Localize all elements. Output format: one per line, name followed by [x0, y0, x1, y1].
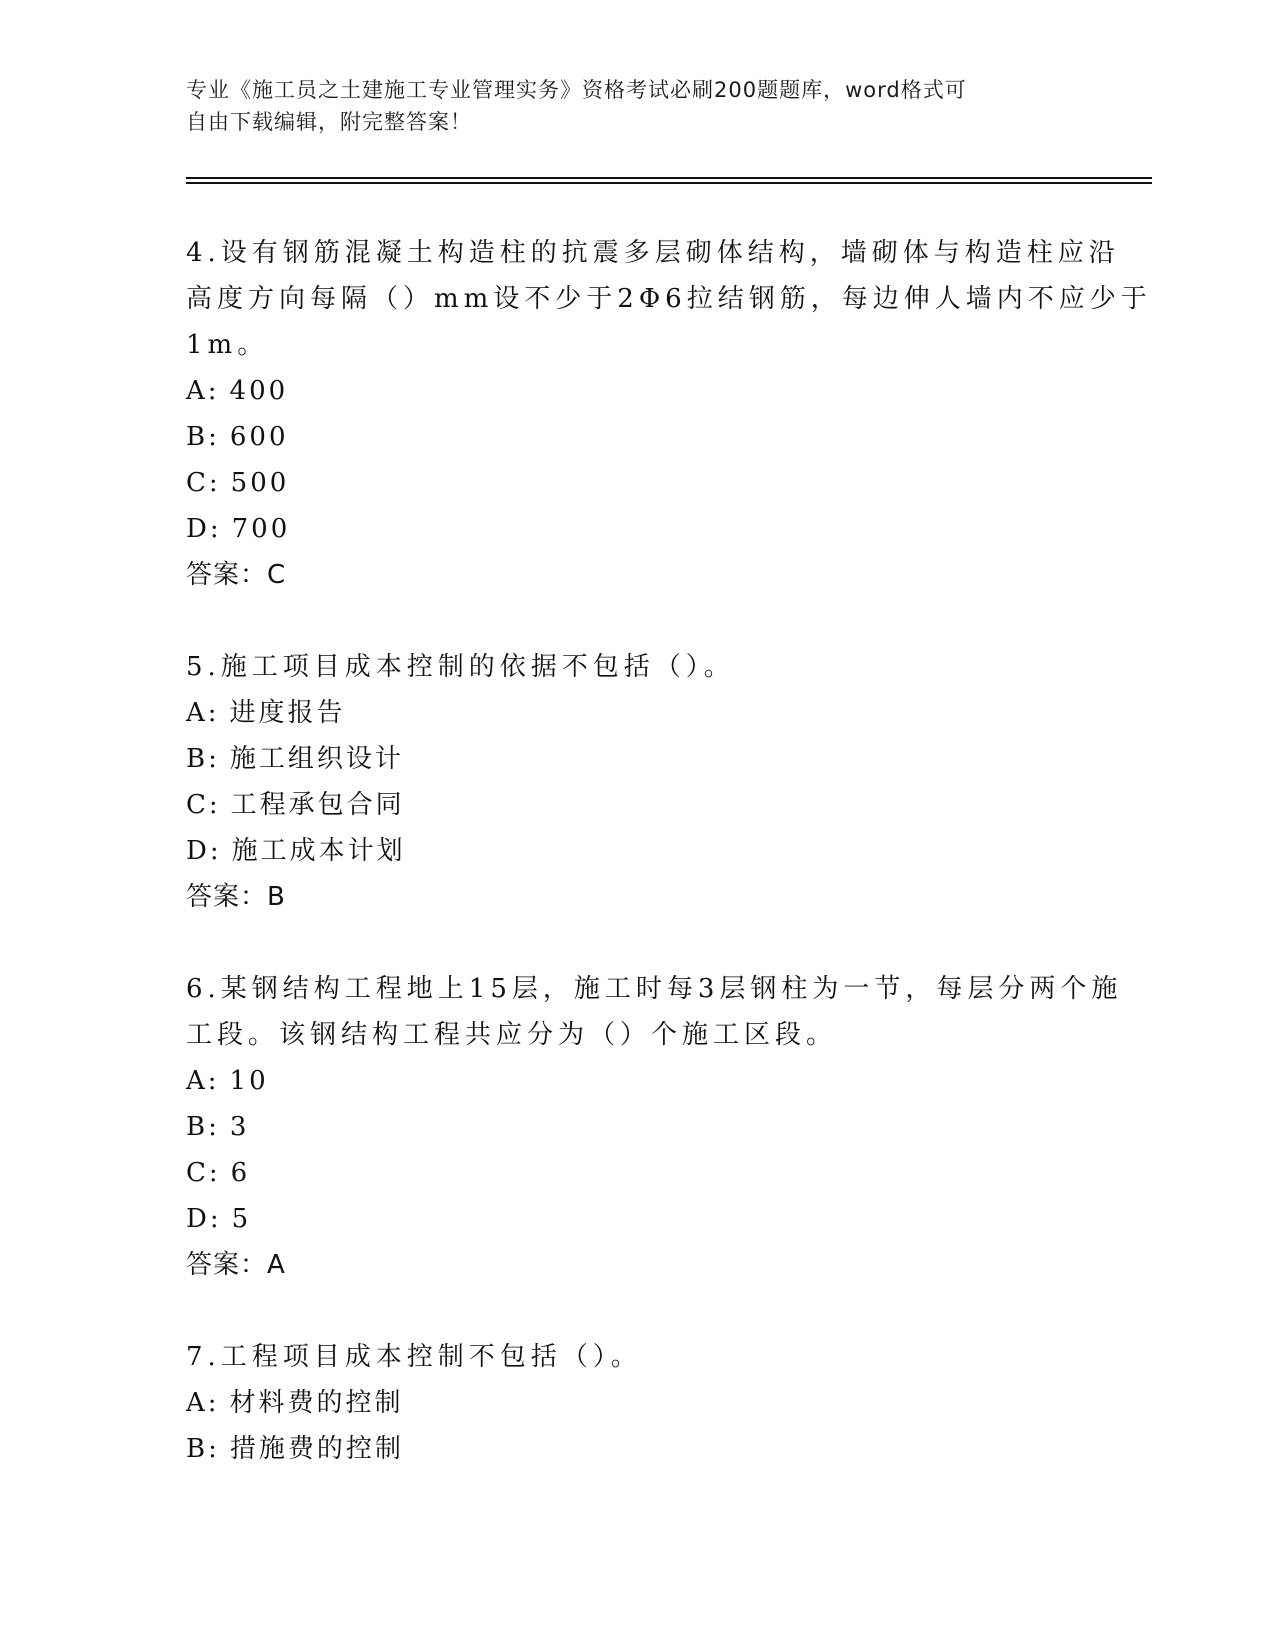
stem-line: 4.设有钢筋混凝土构造柱的抗震多层砌体结构，墙砌体与构造柱应沿 [186, 238, 1120, 268]
option-b [186, 1426, 1086, 1472]
stem-line: 1m。 [186, 330, 269, 360]
option-text: 500 [230, 468, 290, 498]
question-stem [186, 966, 1123, 1058]
option-a [186, 368, 1086, 414]
option-key: B: [186, 422, 220, 452]
stem-line: 工段。该钢结构工程共应分为（）个施工区段。 [186, 1020, 838, 1050]
header-line: 自由下载编辑，附完整答案！ [186, 110, 472, 134]
option-key: B: [186, 1434, 220, 1464]
option-key: C: [186, 468, 221, 498]
option-text: 工程承包合同 [230, 790, 405, 820]
question-stem [186, 644, 1086, 690]
option-text: 6 [230, 1158, 251, 1188]
option-b [186, 1104, 1086, 1150]
option-c [186, 782, 1086, 828]
option-c [186, 460, 1086, 506]
option-key: C: [186, 1158, 221, 1188]
option-key: D: [186, 514, 222, 544]
page-header [186, 74, 1076, 138]
option-text: 10 [229, 1066, 269, 1096]
question-4 [186, 230, 1152, 598]
stem-line: 高度方向每隔（）mm设不少于2Φ6拉结钢筋，每边伸人墙内不应少于 [186, 284, 1152, 314]
header-divider-top [186, 177, 1152, 179]
header-divider-bottom [186, 182, 1152, 184]
option-key: B: [186, 744, 220, 774]
option-d [186, 828, 1086, 874]
option-key: A: [186, 1066, 220, 1096]
option-key: A: [186, 1388, 220, 1418]
question-5 [186, 644, 1086, 920]
option-d [186, 1196, 1086, 1242]
option-a [186, 690, 1086, 736]
option-text: 进度报告 [229, 698, 346, 728]
option-b [186, 736, 1086, 782]
option-text: 700 [231, 514, 291, 544]
option-key: A: [186, 376, 220, 406]
question-stem [186, 230, 1152, 368]
option-key: A: [186, 698, 220, 728]
option-a [186, 1058, 1086, 1104]
option-key: D: [186, 836, 222, 866]
option-b [186, 414, 1086, 460]
option-key: B: [186, 1112, 220, 1142]
question-list [186, 230, 1152, 1518]
option-text: 600 [229, 422, 289, 452]
option-text: 材料费的控制 [229, 1388, 404, 1418]
option-text: 3 [229, 1112, 250, 1142]
option-text: 措施费的控制 [229, 1434, 404, 1464]
answer-label: 答案：B [186, 882, 286, 912]
option-key: D: [186, 1204, 222, 1234]
question-6 [186, 966, 1123, 1288]
option-text: 施工成本计划 [231, 836, 406, 866]
question-stem [186, 1334, 1086, 1380]
header-line: 专业《施工员之土建施工专业管理实务》资格考试必刷200题题库，word格式可 [186, 78, 967, 102]
option-key: C: [186, 790, 221, 820]
stem-line: 7.工程项目成本控制不包括（）。 [186, 1342, 642, 1372]
option-c [186, 1150, 1086, 1196]
option-d [186, 506, 1086, 552]
option-text: 5 [231, 1204, 252, 1234]
stem-line: 5.施工项目成本控制的依据不包括（）。 [186, 652, 735, 682]
option-text: 400 [229, 376, 289, 406]
answer-label: 答案：C [186, 560, 287, 590]
answer-label: 答案：A [186, 1250, 286, 1280]
option-text: 施工组织设计 [229, 744, 404, 774]
option-a [186, 1380, 1086, 1426]
question-7 [186, 1334, 1086, 1472]
stem-line: 6.某钢结构工程地上15层，施工时每3层钢柱为一节，每层分两个施 [186, 974, 1123, 1004]
